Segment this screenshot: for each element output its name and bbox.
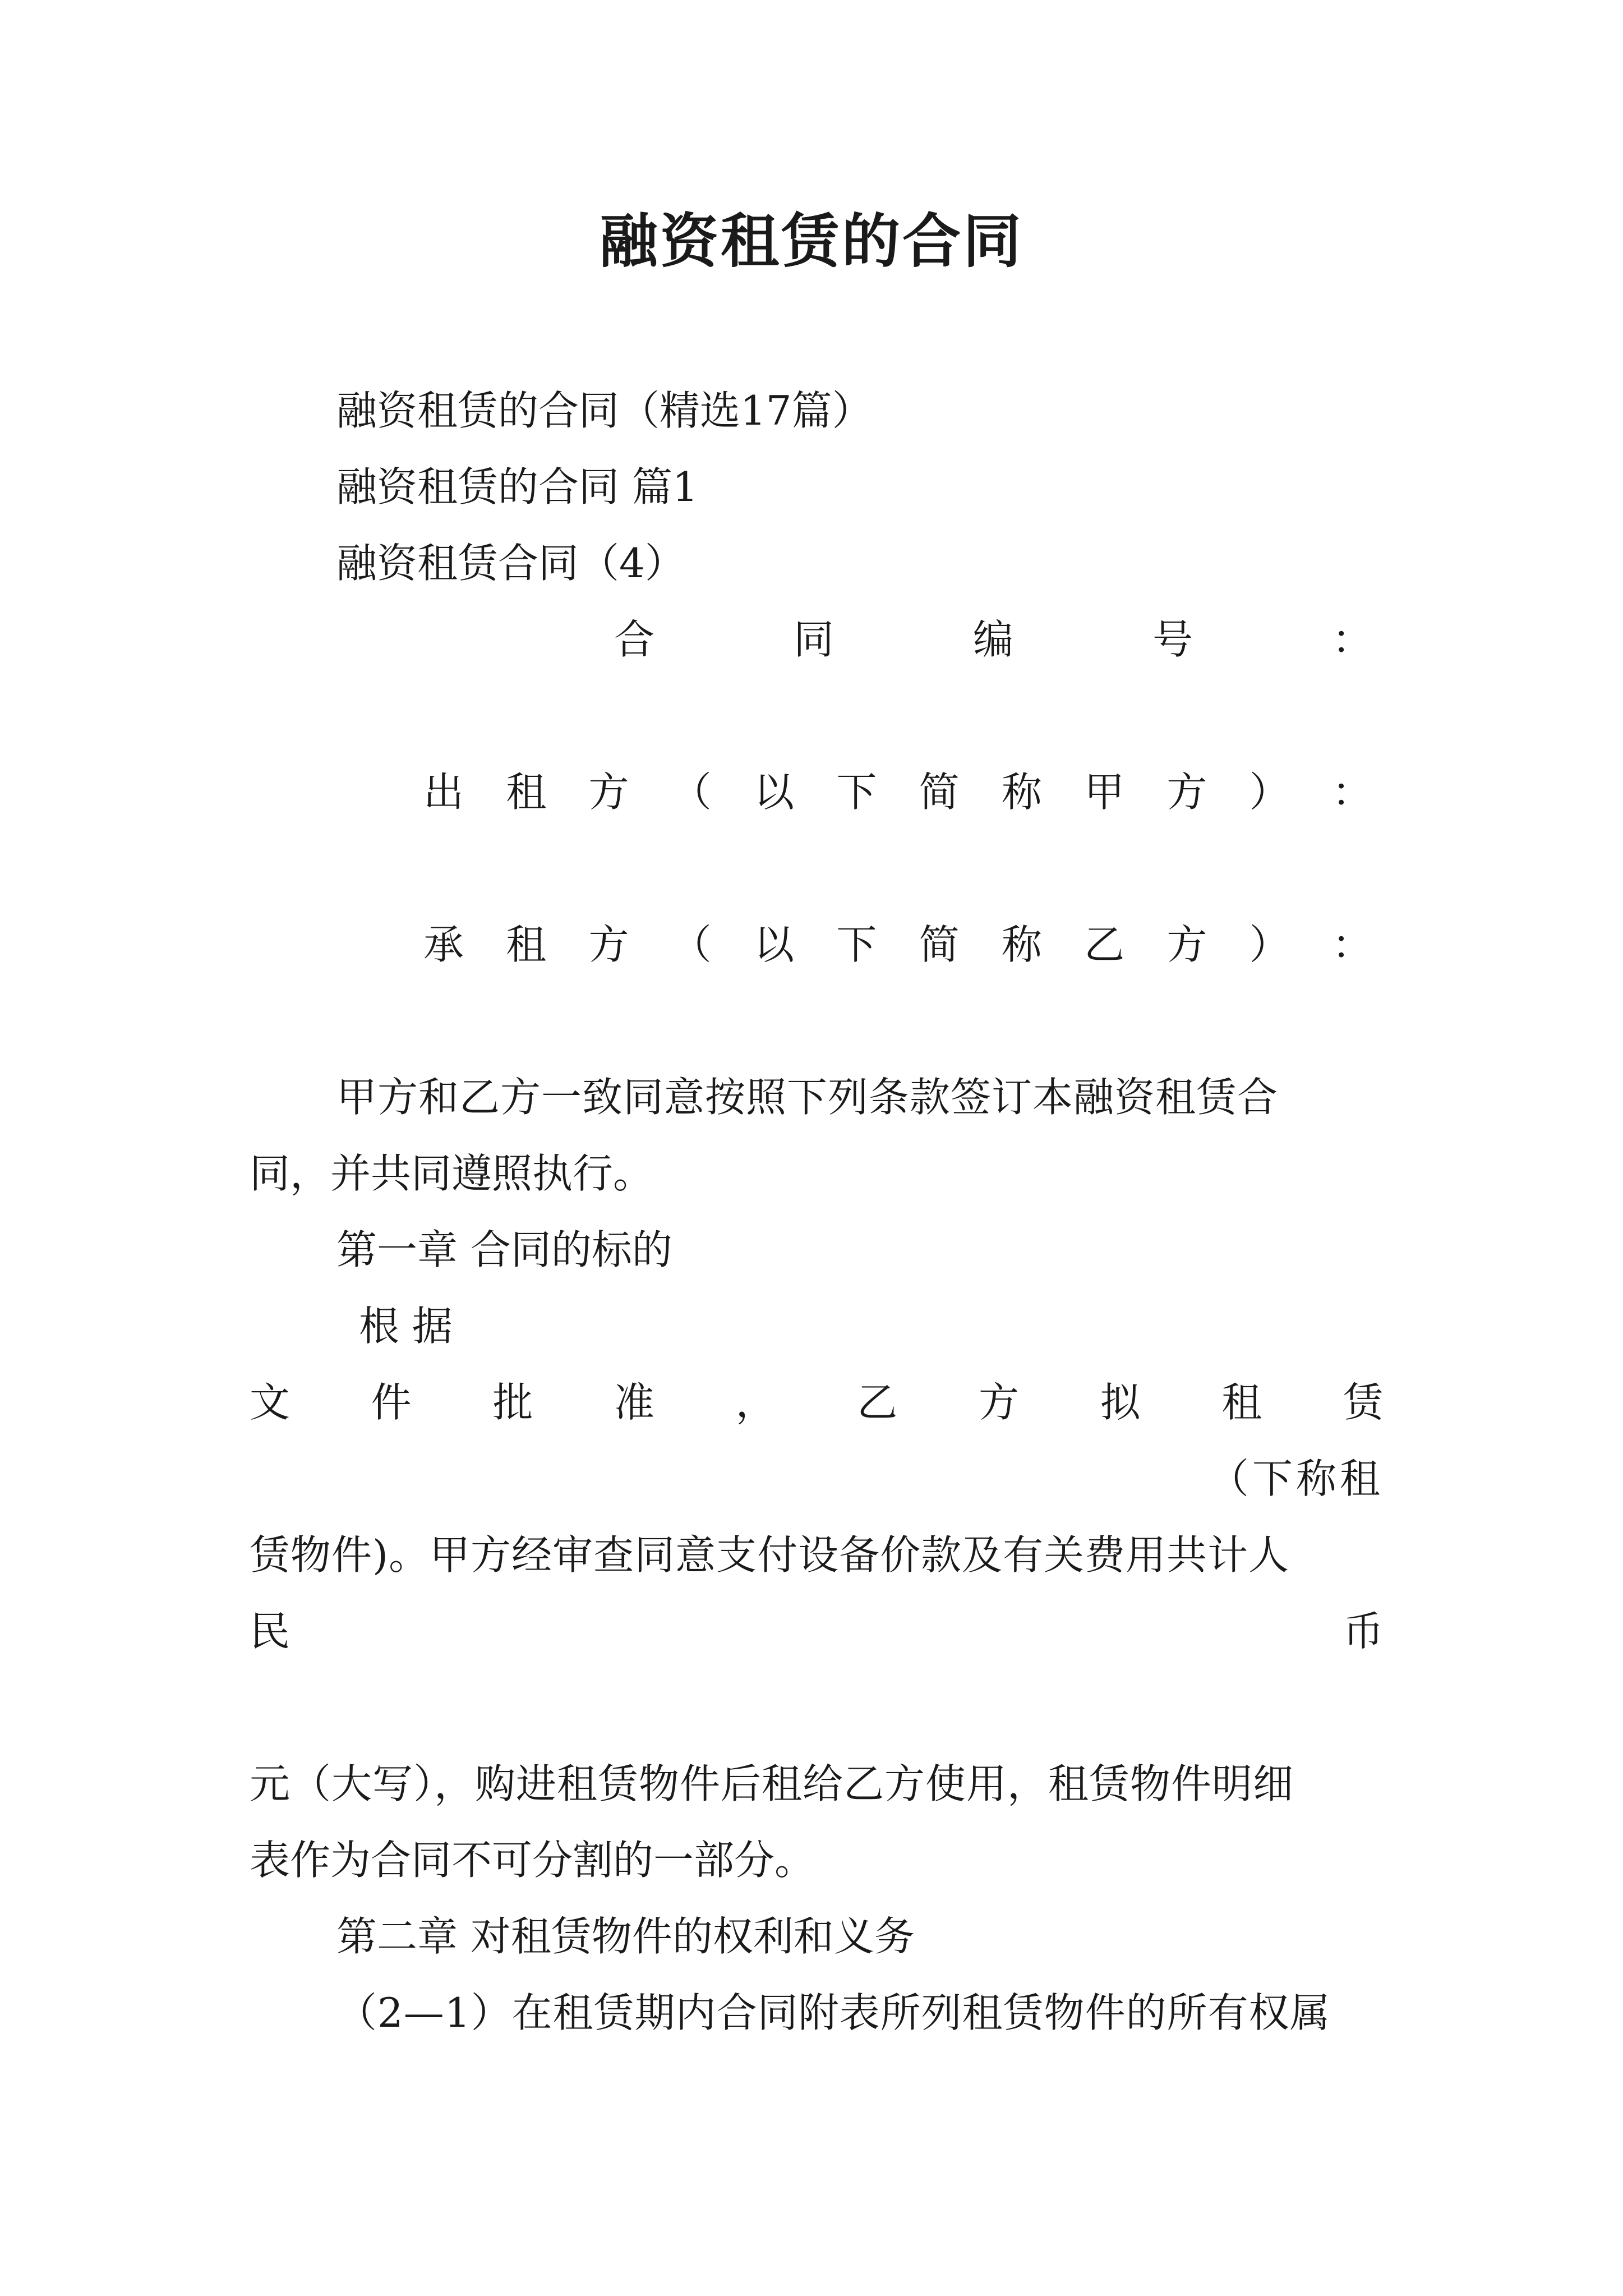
char: 合 xyxy=(614,616,655,663)
hereinafter-text: （下称租 xyxy=(1208,1455,1384,1502)
char: 乙 xyxy=(857,1379,898,1426)
char: ） xyxy=(1249,921,1290,968)
yuan-line1: 元（大写），购进租赁物件后租给乙方使用，租赁物件明细 xyxy=(250,1760,1294,1807)
lessee-label xyxy=(423,917,1372,973)
rmb-right: 币 xyxy=(1343,1608,1384,1655)
char: 下 xyxy=(836,769,877,816)
char: 方 xyxy=(588,921,629,968)
char: ： xyxy=(1331,769,1372,816)
char: 简 xyxy=(919,769,960,816)
char: 号 xyxy=(1152,616,1193,663)
char: 称 xyxy=(1001,921,1042,968)
char: 以 xyxy=(754,769,795,816)
char: 方 xyxy=(1166,769,1207,816)
char: 方 xyxy=(588,769,629,816)
char: 批 xyxy=(492,1379,533,1426)
char: 以 xyxy=(754,921,795,968)
char: 租 xyxy=(506,769,547,816)
contract-number-label xyxy=(614,611,1372,668)
price-line: 赁物件)。甲方经审查同意支付设备价款及有关费用共计人 xyxy=(250,1531,1290,1579)
char: 租 xyxy=(1221,1379,1262,1426)
char: 同 xyxy=(793,616,834,663)
contract-name: 融资租赁合同（4） xyxy=(336,540,685,587)
intro-paragraph-line1: 甲方和乙方一致同意按照下列条款签订本融资租赁合 xyxy=(336,1074,1279,1121)
char: ： xyxy=(1331,616,1372,663)
document-subtitle: 融资租赁的合同（精选17篇） xyxy=(336,387,873,434)
char: 赁 xyxy=(1343,1379,1384,1426)
clause-2-1: （2—1）在租赁期内合同附表所列租赁物件的所有权属 xyxy=(336,1989,1331,2036)
chapter-1-heading: 第一章 合同的标的 xyxy=(336,1226,672,1273)
lessor-label xyxy=(423,764,1372,820)
rmb-left: 民 xyxy=(250,1608,291,1655)
char: （ xyxy=(671,769,712,816)
char: 件 xyxy=(371,1379,412,1426)
char: 文 xyxy=(250,1379,291,1426)
char: 准 xyxy=(614,1379,654,1426)
char: ， xyxy=(735,1379,776,1426)
char: 简 xyxy=(919,921,960,968)
basis-text: 根 据 xyxy=(359,1303,453,1350)
char: 出 xyxy=(423,769,464,816)
document-title: 融资租赁的合同 xyxy=(599,206,1023,275)
char: 称 xyxy=(1001,769,1042,816)
char: 租 xyxy=(506,921,547,968)
section-heading: 融资租赁的合同 篇1 xyxy=(336,463,698,510)
chapter-2-heading: 第二章 对租赁物件的权利和义务 xyxy=(336,1913,915,1960)
yuan-line2: 表作为合同不可分割的一部分。 xyxy=(250,1837,815,1884)
char: 方 xyxy=(1166,921,1207,968)
approval-line xyxy=(250,1374,1384,1430)
char: （ xyxy=(671,921,712,968)
char: 拟 xyxy=(1100,1379,1141,1426)
char: ： xyxy=(1331,921,1372,968)
char: 甲 xyxy=(1084,769,1125,816)
char: 下 xyxy=(836,921,877,968)
char: 编 xyxy=(972,616,1013,663)
char: ） xyxy=(1249,769,1290,816)
char: 承 xyxy=(423,921,464,968)
char: 方 xyxy=(978,1379,1019,1426)
char: 乙 xyxy=(1084,921,1125,968)
intro-paragraph-line2: 同，并共同遵照执行。 xyxy=(250,1150,654,1197)
